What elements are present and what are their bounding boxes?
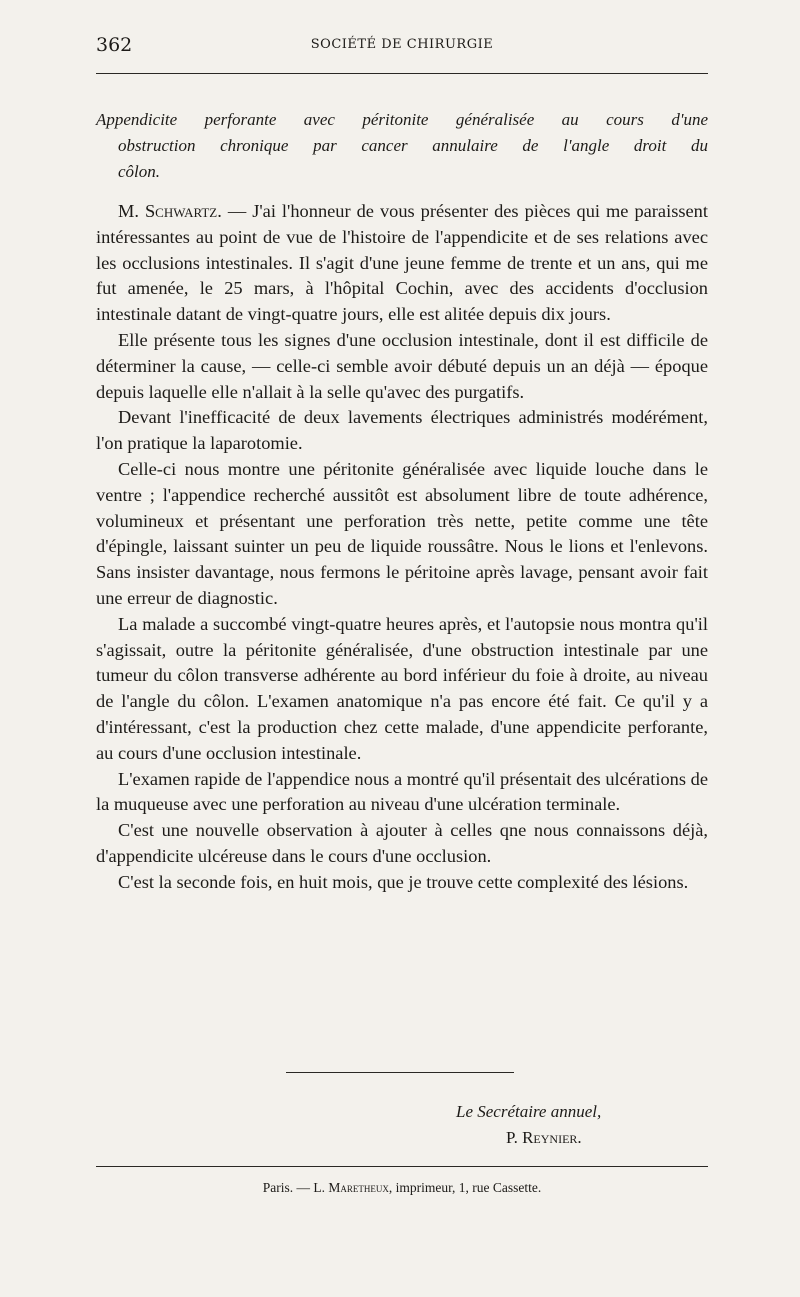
signature-initial: P. (506, 1128, 523, 1147)
header-rule (96, 73, 708, 74)
paragraph: L'examen rapide de l'appendice nous a montré qu'il présentait des ulcérations de la muqueuse avec une perforation au niveau d'une ulcération terminale. (96, 768, 708, 815)
article-body (96, 199, 708, 896)
title-line-1: Appendicite perforante avec péritonite généralisée au cours d'une (96, 110, 708, 129)
page-number: 362 (96, 34, 133, 56)
signature-role: Le Secrétaire annuel, (456, 1102, 602, 1121)
paragraph (96, 199, 708, 328)
signature-name (506, 1128, 582, 1148)
paragraph: Devant l'inefficacité de deux lavements électriques administrés modérément, l'on pratique la laparotomie. (96, 407, 708, 454)
imprint-printer: Maretheux (328, 1180, 389, 1195)
printer-imprint (96, 1180, 708, 1196)
paragraph: C'est une nouvelle observation à ajouter à celles qne nous connaissons déjà, d'appendicite ulcéreuse dans le cours d'une occlusion. (96, 820, 708, 866)
running-title: SOCIÉTÉ DE CHIRURGIE (310, 37, 494, 52)
signature-period: . (577, 1128, 582, 1147)
running-header (96, 34, 708, 60)
author-name: Schwartz (144, 201, 218, 221)
article-title (96, 107, 708, 185)
imprint-address: , imprimeur, 1, rue Cassette. (388, 1180, 542, 1195)
closing-rule (286, 1072, 514, 1073)
paragraph: Elle présente tous les signes d'une occlusion intestinale, dont il est difficile de déterminer la cause, — celle-ci semble avoir débuté depuis un an déjà — époque depuis laquelle elle n'allait à la selle qu'avec des purgatifs. (96, 329, 708, 402)
title-line-3: côlon. (118, 162, 161, 181)
signature-surname: Reynier (522, 1128, 578, 1147)
author-prefix: M. (118, 201, 145, 221)
paragraph: C'est la seconde fois, en huit mois, que je trouve cette complexité des lésions. (118, 871, 689, 892)
paragraph: La malade a succombé vingt-quatre heures après, et l'autopsie nous montra qu'il s'agissait, outre la péritonite généralisée, d'une obstruction intestinale par une tumeur du côlon transverse adhérente au bord inférieur du foie à droite, au niveau de l'angle du côlon. L'examen anatomique n'a pas encore été fait. Ce qu'il y a d'intéressant, c'est la production chez cette malade, d'une appendicite perforante, au cours d'une occlusion intestinale. (96, 613, 708, 763)
paragraph: Celle-ci nous montre une péritonite généralisée avec liquide louche dans le ventre ; l'appendice recherché aussitôt est absolument libre de toute adhérence, volumineux et présentant une perforation très nette, petite comme une tête d'épingle, laissant suinter un peu de liquide roussâtre. Nous le lions et l'enlevons. Sans insister davantage, nous fermons le péritoine après lavage, pensant avoir fait une erreur de diagnostic. (96, 458, 708, 608)
footer-rule (96, 1166, 708, 1167)
title-line-2: obstruction chronique par cancer annulaire de l'angle droit du (118, 136, 708, 155)
paragraph-text: . — J'ai l'honneur de vous présenter des pièces qui me paraissent intéressantes au point de vue de l'histoire de l'appendicite et de ses relations avec les occlusions intestinales. Il s'agit d'une jeune femme de trente et un ans, qui me fut amenée, le 25 mars, à l'hôpital Cochin, avec des accidents d'occlusion intestinale datant de vingt-quatre jours, elle est alitée depuis dix jours. (96, 201, 708, 325)
imprint-city: Paris. — L. (262, 1180, 329, 1195)
